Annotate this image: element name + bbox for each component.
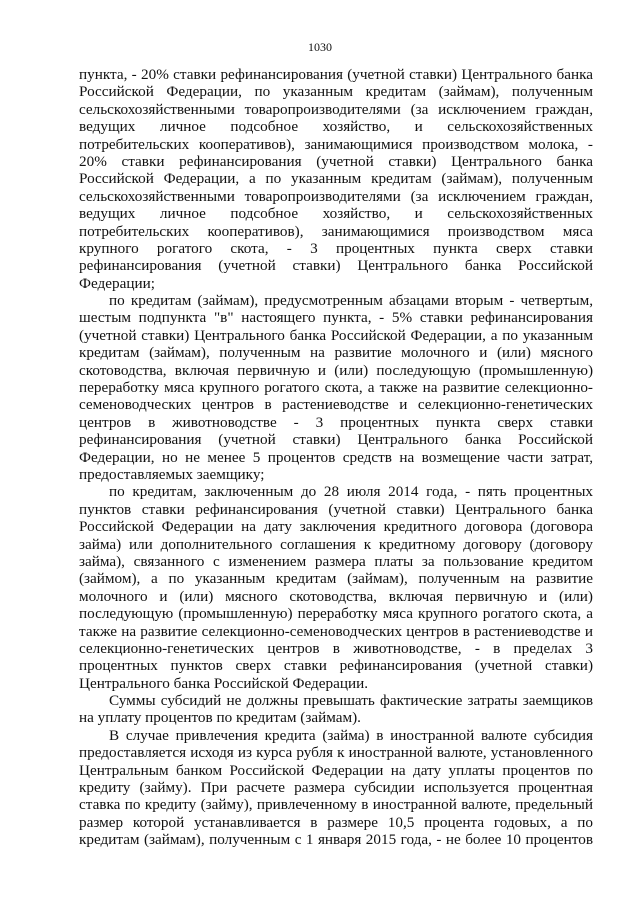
text-line: на уплату процентов по кредитам (займам).: [79, 709, 361, 727]
text-line: семеноводческих центров в растениеводстве и селекционно-генетических: [79, 396, 593, 414]
text-line: В случае привлечения кредита (займа) в иностранной валюте субсидия: [109, 726, 593, 744]
text-line: ведущих личное подсобное хозяйство, и сельскохозяйственных: [79, 118, 593, 136]
text-line: 20% ставки рефинансирования (учетной ставки) Центрального банка: [79, 152, 593, 170]
text-line: Российской Федерации, а по указанным кредитам (займам), полученным: [79, 170, 593, 188]
text-line: кредиту (займу). При расчете размера субсидии используется процентная: [79, 779, 593, 797]
document-body: [79, 66, 593, 849]
text-line: процентных пунктов сверх ставки рефинансирования (учетной ставки): [79, 657, 593, 675]
text-line: Российской Федерации, по указанным кредитам (займам), полученным: [79, 83, 593, 101]
text-line: крупного рогатого скота, - 3 процентных пункта сверх ставки: [79, 239, 593, 257]
text-line: по кредитам, заключенным до 28 июля 2014 года, - пять процентных: [109, 483, 593, 501]
text-line: (учетной ставки) Центрального банка Российской Федерации, а по указанным: [79, 326, 593, 344]
text-line: шестым подпункта "в" настоящего пункта, - 5% ставки рефинансирования: [79, 309, 593, 327]
text-line: размер которой устанавливается в размере 10,5 процента годовых, а по: [79, 813, 593, 831]
page-number: 1030: [308, 40, 332, 54]
text-line: сельскохозяйственными товаропроизводителями (за исключением граждан,: [79, 187, 593, 205]
text-line: предоставляется исходя из курса рубля к иностранной валюте, установленного: [79, 744, 593, 762]
text-line: также на развитие селекционно-семеноводческих центров в растениеводстве и: [79, 622, 593, 640]
text-line: (займом), а по указанным кредитам (займам), полученным на развитие: [79, 570, 593, 588]
text-line: пункта, - 20% ставки рефинансирования (учетной ставки) Центрального банка: [79, 66, 593, 83]
text-line: предоставляемых заемщику;: [79, 465, 265, 483]
text-line: рефинансирования (учетной ставки) Центрального банка Российской: [79, 431, 593, 449]
text-line: последующую (промышленную) переработку мяса крупного рогатого скота, а: [79, 605, 593, 623]
text-line: Центрального банка Российской Федерации.: [79, 674, 369, 692]
text-line: по кредитам (займам), предусмотренным абзацами вторым - четвертым,: [109, 292, 593, 310]
text-line: центров в животноводстве - 3 процентных пункта сверх ставки: [79, 413, 593, 431]
text-line: кредитам (займам), полученным на развитие молочного и (или) мясного: [79, 344, 593, 362]
text-line: селекционно-генетических центров в животноводстве, - в пределах 3: [79, 639, 593, 657]
text-line: займа), связанного с изменением размера платы за пользование кредитом: [79, 552, 593, 570]
text-line: Российской Федерации на дату заключения кредитного договора (договора: [79, 518, 593, 536]
text-line: молочного и (или) мясного скотоводства, включая первичную и (или): [79, 587, 593, 605]
text-line: переработку мяса крупного рогатого скота, а также на развитие селекционно-: [79, 379, 593, 397]
text-line: потребительских кооперативов), занимающимися производством молока, -: [79, 135, 593, 153]
text-line: Федерации, но не менее 5 процентов средств на возмещение части затрат,: [79, 448, 593, 466]
text-line: сельскохозяйственными товаропроизводителями (за исключением граждан,: [79, 100, 593, 118]
text-line: ведущих личное подсобное хозяйство, и сельскохозяйственных: [79, 205, 593, 223]
text-line: скотоводства, включая первичную и (или) последующую (промышленную): [79, 361, 593, 379]
text-line: потребительских кооперативов), занимающимися производством мяса: [79, 222, 593, 240]
text-line: Федерации;: [79, 274, 155, 292]
text-line: кредитам (займам), полученным с 1 января 2015 года, - не более 10 процентов: [79, 831, 593, 849]
text-line: Суммы субсидий не должны превышать фактические затраты заемщиков: [109, 692, 593, 710]
text-line: займа) или дополнительного соглашения к кредитному договору (договору: [79, 535, 593, 553]
text-line: Центральным банком Российской Федерации на дату уплаты процентов по: [79, 761, 593, 779]
text-line: ставка по кредиту (займу), привлеченному в иностранной валюте, предельный: [79, 796, 593, 814]
text-line: пунктов ставки рефинансирования (учетной ставки) Центрального банка: [79, 500, 593, 518]
text-line: рефинансирования (учетной ставки) Центрального банка Российской: [79, 257, 593, 275]
